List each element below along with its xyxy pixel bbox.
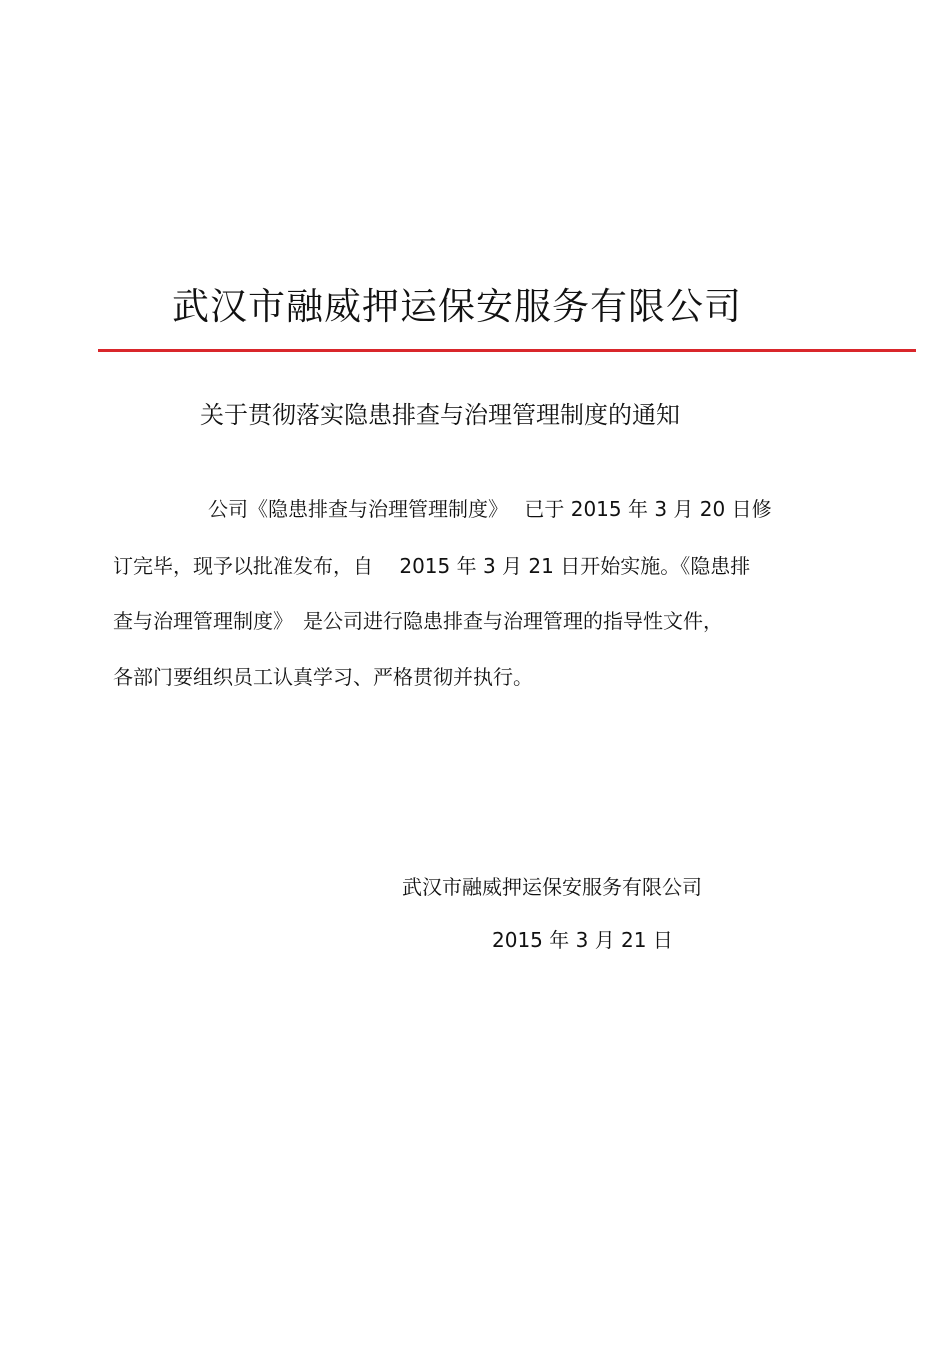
notice-title: 关于贯彻落实隐患排查与治理管理制度的通知 [200, 401, 680, 429]
signature-organization: 武汉市融威押运保安服务有限公司 [402, 875, 702, 899]
body-line: 各部门要组织员工认真学习、严格贯彻并执行。 [113, 665, 533, 689]
body-line: 公司《隐患排查与治理管理制度》 已于 2015 年 3 月 20 日修 [208, 497, 772, 521]
organization-title: 武汉市融威押运保安服务有限公司 [172, 285, 742, 328]
body-line: 查与治理管理制度》 是公司进行隐患排查与治理管理的指导性文件， [113, 609, 723, 633]
header-red-rule [98, 349, 916, 352]
body-line: 订完毕，现予以批准发布，自 2015 年 3 月 21 日开始实施。《隐患排 [113, 554, 751, 578]
signature-date: 2015 年 3 月 21 日 [492, 928, 673, 952]
